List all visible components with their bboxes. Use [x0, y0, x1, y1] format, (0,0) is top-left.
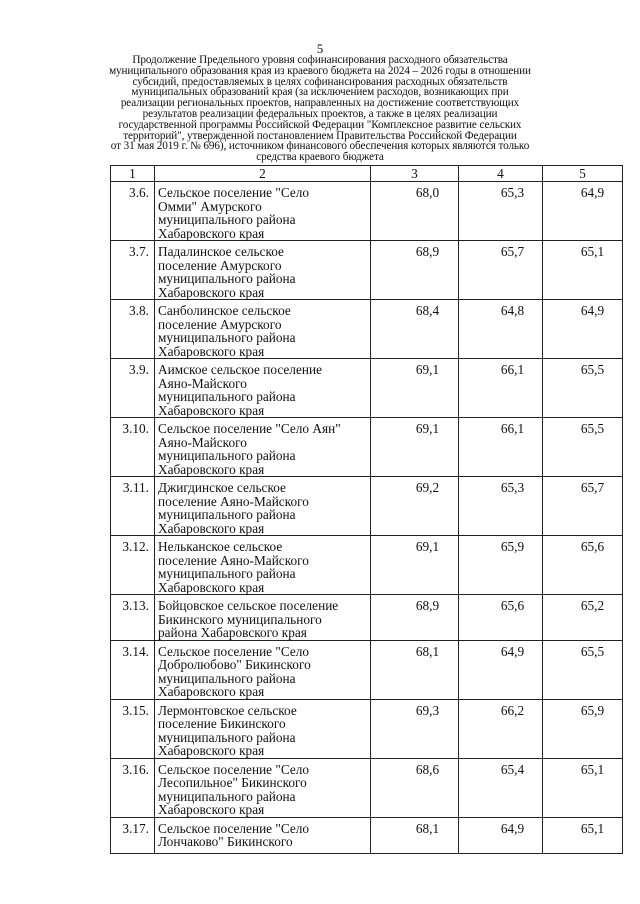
municipality-name-line: муниципального района [158, 788, 296, 804]
municipality-name-line: муниципального района [158, 448, 296, 463]
municipality-name [155, 758, 371, 817]
municipality-name-line: Хабаровского края [158, 802, 265, 817]
value-2025: 64,9 [459, 640, 543, 699]
value-2024: 68,1 [371, 640, 459, 699]
heading-line: субсидий, предоставляемых в целях софинансирования расходных обязательств [132, 75, 508, 88]
heading-line: муниципального образования края из краевого бюджета на 2024 – 2026 годы в отношении [109, 64, 531, 77]
value-2025: 66,1 [459, 418, 543, 477]
header-col-3: 3 [371, 166, 459, 182]
header-col-5: 5 [543, 166, 623, 182]
municipality-name-line: муниципального района [158, 330, 296, 345]
value-2025: 66,1 [459, 359, 543, 418]
municipality-name-line: Омми" Амурского [158, 198, 262, 214]
table-row [111, 418, 623, 477]
value-2025: 66,2 [459, 699, 543, 758]
row-number: 3.14. [111, 640, 155, 699]
value-2026: 65,1 [543, 758, 623, 817]
municipality-name-line: Хабаровского края [158, 284, 265, 300]
value-2025: 65,9 [459, 536, 543, 595]
municipality-name-line: поселение Аяно-Майского [158, 493, 309, 509]
table-row [111, 536, 623, 595]
value-2026: 65,7 [543, 477, 623, 536]
municipality-name-line: Лончаково" Бикинского [158, 834, 293, 849]
table-row [111, 182, 623, 241]
heading-line: государственной программы Российской Федерации "Комплексное развитие сельских [118, 118, 522, 131]
municipality-name-line: муниципального района [158, 566, 296, 581]
value-2025: 65,7 [459, 241, 543, 300]
heading-line: реализации региональных проектов, направленных на достижение соответствующих [120, 97, 520, 110]
table-row [111, 699, 623, 758]
municipality-name [155, 595, 371, 641]
heading-line: территорий", утвержденной постановлением Правительства Российской Федерации [123, 129, 517, 142]
municipality-name-line: муниципального района [158, 670, 296, 686]
value-2026: 65,2 [543, 595, 623, 641]
row-number: 3.16. [111, 758, 155, 817]
value-2026: 65,6 [543, 536, 623, 595]
value-2026: 65,5 [543, 418, 623, 477]
row-number: 3.11. [111, 477, 155, 536]
heading-line: результатов реализации федеральных проектов, а также в целях реализации [142, 107, 498, 120]
municipality-name [155, 477, 371, 536]
value-2024: 69,2 [371, 477, 459, 536]
value-2024: 68,9 [371, 595, 459, 641]
municipality-name-line: поселение Аяно-Майского [158, 552, 309, 568]
municipality-name-line: Сельское поселение "Село Аян" [158, 421, 341, 436]
table-row [111, 595, 623, 641]
municipality-name-line: Нельканское сельское [158, 539, 283, 554]
value-2024: 68,4 [371, 300, 459, 359]
value-2026: 65,9 [543, 699, 623, 758]
municipality-name [155, 300, 371, 359]
municipality-name-line: Хабаровского края [158, 461, 265, 477]
value-2026: 65,5 [543, 359, 623, 418]
table-heading [104, 55, 536, 163]
row-number: 3.8. [111, 300, 155, 359]
municipality-name [155, 699, 371, 758]
municipality-name [155, 640, 371, 699]
municipality-name-line: Лермонтовское сельское [158, 702, 297, 718]
header-col-2: 2 [155, 166, 371, 182]
municipality-name-line: Лесопильное" Бикинского [158, 775, 307, 790]
municipality-name-line: Хабаровского края [158, 743, 265, 758]
header-col-4: 4 [459, 166, 543, 182]
municipality-name-line: поселение Бикинского [158, 716, 286, 731]
value-2026: 64,9 [543, 300, 623, 359]
municipality-name-line: Бикинского муниципального [158, 611, 322, 627]
municipality-name-line: Бойцовское сельское поселение [158, 598, 339, 613]
value-2024: 68,9 [371, 241, 459, 300]
table-row [111, 241, 623, 300]
municipality-name-line: Хабаровского края [158, 579, 265, 595]
municipality-name-line: муниципального района [158, 729, 296, 745]
heading-line: муниципальных образований края (за исключением расходов, возникающих при [131, 86, 509, 99]
value-2026: 65,1 [543, 241, 623, 300]
page-number: 5 [316, 41, 324, 56]
value-2026: 65,1 [543, 817, 623, 853]
value-2026: 65,5 [543, 640, 623, 699]
municipality-name [155, 418, 371, 477]
municipality-name [155, 359, 371, 418]
value-2025: 65,6 [459, 595, 543, 641]
municipality-name-line: района Хабаровского края [158, 625, 307, 640]
municipality-name-line: поселение Амурского [158, 257, 282, 273]
table-row [111, 640, 623, 699]
municipality-name-line: Аяно-Майского [158, 375, 247, 391]
municipality-name-line: Сельское поселение "Село [158, 185, 310, 200]
municipality-name-line: Падалинское сельское [158, 244, 284, 259]
municipality-name [155, 536, 371, 595]
value-2026: 64,9 [543, 182, 623, 241]
municipality-name-line: Сельское поселение "Село [158, 761, 310, 777]
value-2025: 65,4 [459, 758, 543, 817]
value-2024: 68,0 [371, 182, 459, 241]
value-2024: 68,6 [371, 758, 459, 817]
value-2025: 64,8 [459, 300, 543, 359]
municipality-name-line: муниципального района [158, 212, 296, 227]
municipality-name-line: Хабаровского края [158, 225, 265, 241]
row-number: 3.6. [111, 182, 155, 241]
municipality-name-line: Сельское поселение "Село [158, 820, 310, 836]
municipality-name-line: Сельское поселение "Село [158, 643, 310, 659]
row-number: 3.13. [111, 595, 155, 641]
municipality-name-line: Аяно-Майского [158, 434, 247, 450]
value-2024: 69,1 [371, 418, 459, 477]
row-number: 3.9. [111, 359, 155, 418]
municipality-name-line: Хабаровского края [158, 343, 265, 359]
row-number: 3.17. [111, 817, 155, 853]
table-row [111, 477, 623, 536]
heading-line: Продолжение Предельного уровня софинансирования расходного обязательства [132, 54, 508, 66]
heading-line: от 31 мая 2019 г. № 696), источником финансового обеспечения которых являются только [110, 140, 530, 153]
table-row [111, 300, 623, 359]
value-2024: 69,3 [371, 699, 459, 758]
value-2024: 68,1 [371, 817, 459, 853]
municipality-name [155, 182, 371, 241]
subsidy-table [110, 165, 623, 854]
value-2025: 65,3 [459, 182, 543, 241]
municipality-name [155, 241, 371, 300]
municipality-name-line: муниципального района [158, 271, 296, 286]
municipality-name-line: Добролюбово" Бикинского [158, 657, 311, 672]
header-col-1: 1 [111, 166, 155, 182]
table-row [111, 817, 623, 853]
value-2025: 64,9 [459, 817, 543, 853]
value-2025: 65,3 [459, 477, 543, 536]
value-2024: 69,1 [371, 536, 459, 595]
table-header-row [111, 166, 623, 182]
municipality-name-line: Хабаровского края [158, 520, 265, 536]
municipality-name-line: муниципального района [158, 389, 296, 404]
municipality-name [155, 817, 371, 853]
municipality-name-line: муниципального района [158, 507, 296, 522]
table-row [111, 758, 623, 817]
municipality-name-line: Хабаровского края [158, 402, 265, 418]
heading-line: средства краевого бюджета [256, 151, 384, 164]
value-2024: 69,1 [371, 359, 459, 418]
row-number: 3.15. [111, 699, 155, 758]
row-number: 3.10. [111, 418, 155, 477]
municipality-name-line: Аимское сельское поселение [158, 362, 322, 377]
municipality-name-line: Санболинское сельское [158, 303, 291, 318]
municipality-name-line: поселение Амурского [158, 316, 282, 332]
municipality-name-line: Хабаровского края [158, 684, 265, 699]
row-number: 3.12. [111, 536, 155, 595]
municipality-name-line: Джигдинское сельское [158, 480, 286, 495]
table-row [111, 359, 623, 418]
row-number: 3.7. [111, 241, 155, 300]
